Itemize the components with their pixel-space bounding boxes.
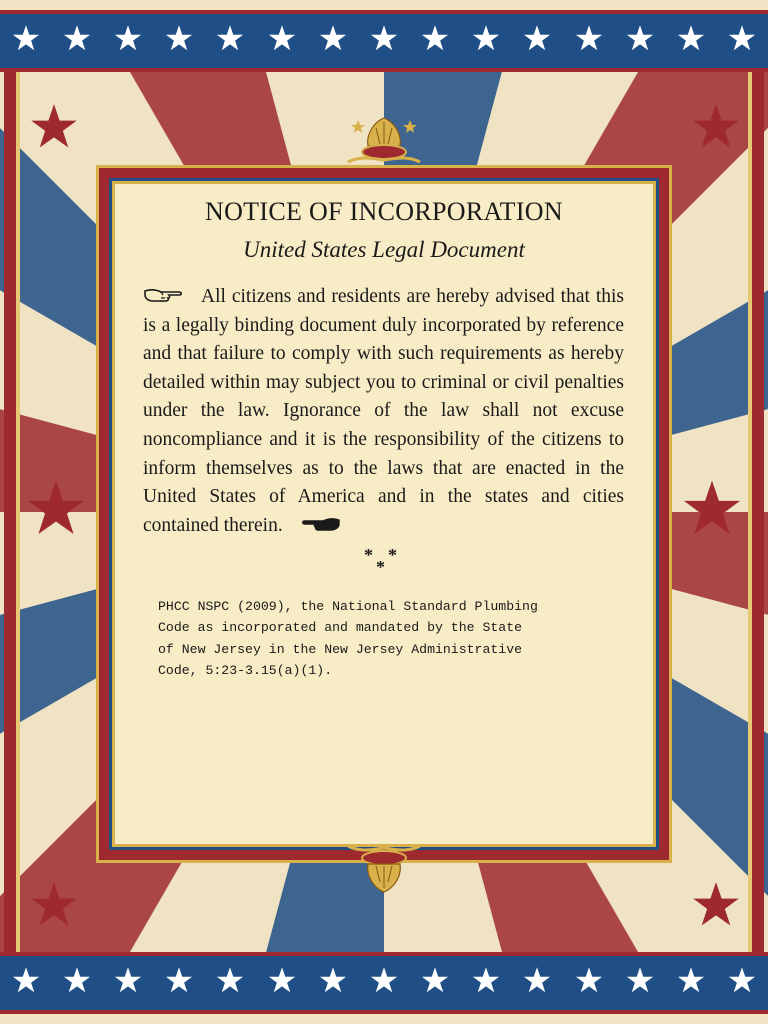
star-icon (62, 24, 92, 59)
top-edge (0, 0, 768, 10)
star-icon (28, 102, 80, 154)
code-citation: PHCC NSPC (2009), the National Standard Plumbing Code as incorporated and mandated by the State of New Jersey in the New Jersey Administrative Code, 5:23-3.15(a)(1). (158, 599, 538, 678)
crest-ornament-icon (344, 112, 424, 168)
star-icon (680, 478, 744, 542)
star-icon (11, 966, 41, 1001)
star-icon (318, 966, 348, 1001)
star-icon (574, 966, 604, 1001)
star-icon (267, 966, 297, 1001)
pointing-hand-icon (299, 516, 341, 532)
left-border (4, 72, 16, 952)
star-icon (24, 478, 88, 542)
notice-body-text: All citizens and residents are hereby advised that this is a legally binding document duly incorporated by reference and that failure to comply with such requirements as hereby detailed within may subject you to criminal or civil penalties under the law. Ignorance of the law shall not excuse noncompliance and it is the responsibility of the citizens to inform themselves as to the laws that are enacted in the United States of America and in the states and cities contained therein. (143, 286, 624, 536)
star-icon (522, 24, 552, 59)
asterism-separator: * * * (364, 545, 397, 577)
star-icon (164, 966, 194, 1001)
pointing-hand-icon (143, 287, 183, 303)
star-icon (113, 966, 143, 1001)
star-icon (727, 24, 757, 59)
star-icon (676, 24, 706, 59)
crest-ornament-icon (344, 840, 424, 896)
star-icon (215, 966, 245, 1001)
star-icon (369, 24, 399, 59)
star-icon (471, 966, 501, 1001)
star-icon (727, 966, 757, 1001)
star-icon (267, 24, 297, 59)
star-icon (625, 966, 655, 1001)
bottom-edge (0, 1014, 768, 1024)
star-icon (28, 880, 80, 932)
star-icon (164, 24, 194, 59)
star-icon (676, 966, 706, 1001)
star-icon (690, 102, 742, 154)
star-icon (420, 966, 450, 1001)
top-star-band (0, 10, 768, 72)
notice-title: NOTICE OF INCORPORATION (205, 197, 563, 226)
star-icon (574, 24, 604, 59)
star-icon (471, 24, 501, 59)
notice-subtitle: United States Legal Document (243, 237, 525, 262)
star-icon (690, 880, 742, 932)
star-icon (11, 24, 41, 59)
star-icon (369, 966, 399, 1001)
star-icon (522, 966, 552, 1001)
star-icon (215, 24, 245, 59)
star-icon (62, 966, 92, 1001)
right-border (752, 72, 764, 952)
star-icon (625, 24, 655, 59)
star-icon (113, 24, 143, 59)
star-icon (318, 24, 348, 59)
star-icon (420, 24, 450, 59)
bottom-star-band (0, 952, 768, 1014)
notice-body (143, 283, 624, 540)
